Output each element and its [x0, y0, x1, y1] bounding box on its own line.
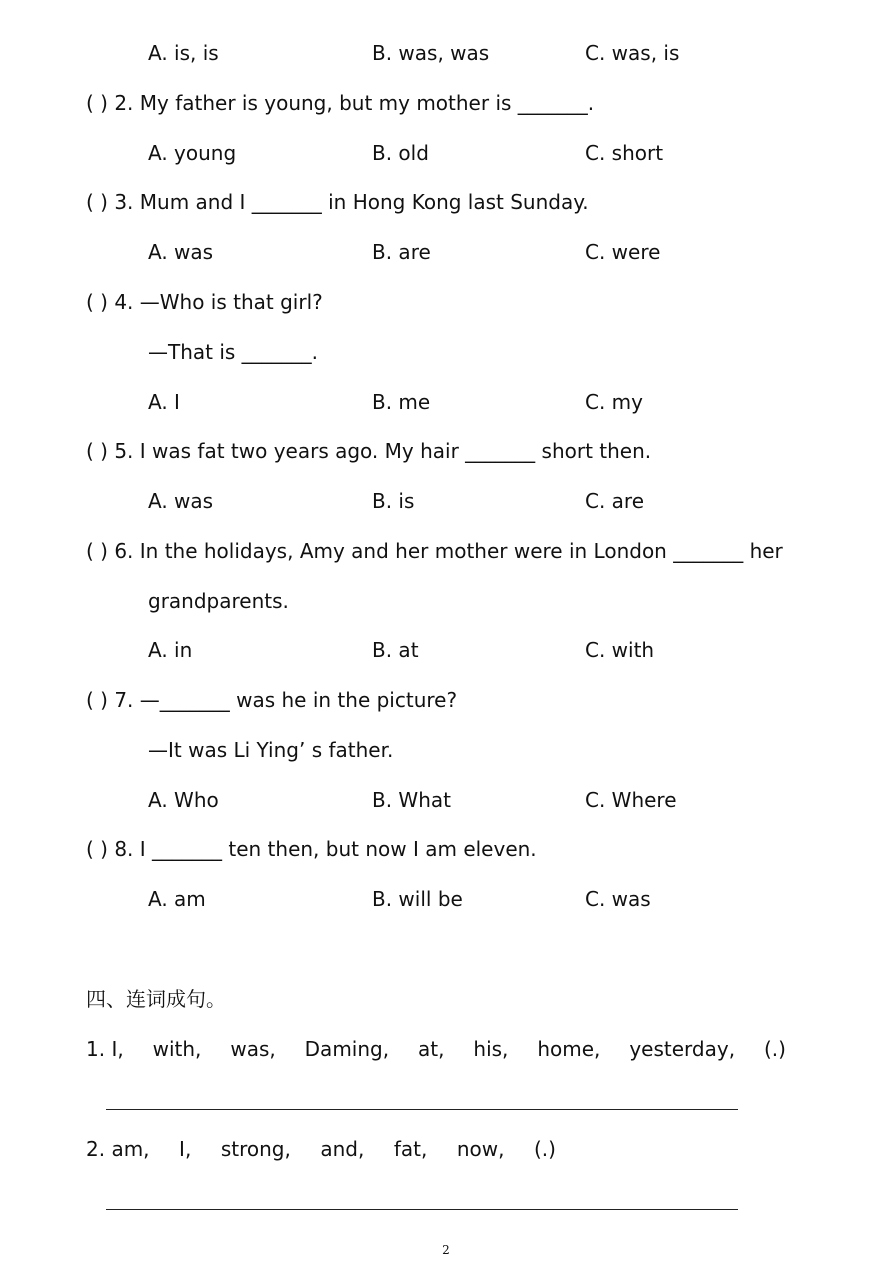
answer-line-1 [106, 1109, 738, 1110]
word: now, [456, 1137, 505, 1161]
scrambled-sentence-1 [86, 1037, 786, 1061]
scrambled-sentence-2 [86, 1137, 556, 1161]
word: Daming, [304, 1037, 390, 1061]
word: I, [179, 1137, 192, 1161]
q8-stem: ( ) 8. I _______ ten then, but now I am eleven. [86, 837, 537, 861]
word: and, [320, 1137, 365, 1161]
q2-option-c: C. short [585, 141, 664, 165]
q3-option-a: A. was [148, 240, 214, 264]
q2-stem: ( ) 2. My father is young, but my mother is _______. [86, 91, 595, 115]
word: (.) [763, 1037, 786, 1061]
word: home, [537, 1037, 601, 1061]
q5-option-c: C. are [585, 489, 645, 513]
q4-option-a: A. I [148, 390, 180, 414]
q7-option-c: C. Where [585, 788, 677, 812]
word: 1. I, [86, 1037, 124, 1061]
word: his, [473, 1037, 509, 1061]
word: at, [418, 1037, 445, 1061]
q3-stem: ( ) 3. Mum and I _______ in Hong Kong last Sunday. [86, 190, 589, 214]
q7-stem: ( ) 7. —_______ was he in the picture? [86, 688, 458, 712]
q2-option-b: B. old [372, 141, 429, 165]
word: 2. am, [86, 1137, 150, 1161]
word: with, [152, 1037, 202, 1061]
q6-option-c: C. with [585, 638, 655, 662]
q1-option-a: A. is, is [148, 41, 219, 65]
q8-option-a: A. am [148, 887, 206, 911]
q5-option-a: A. was [148, 489, 214, 513]
q6-option-b: B. at [372, 638, 419, 662]
q6-stem: ( ) 6. In the holidays, Amy and her mother were in London _______ her [86, 539, 783, 563]
q4-stem-reply: —That is _______. [148, 340, 319, 364]
q7-option-b: B. What [372, 788, 451, 812]
word: (.) [533, 1137, 556, 1161]
word: was, [230, 1037, 276, 1061]
q1-option-b: B. was, was [372, 41, 490, 65]
word: yesterday, [629, 1037, 736, 1061]
q6-option-a: A. in [148, 638, 193, 662]
word: fat, [393, 1137, 428, 1161]
q6-stem-continuation: grandparents. [148, 589, 289, 613]
q5-option-b: B. is [372, 489, 415, 513]
section-4-title: 四、连词成句。 [86, 987, 226, 1011]
q8-option-b: B. will be [372, 887, 463, 911]
q4-option-b: B. me [372, 390, 431, 414]
answer-line-2 [106, 1209, 738, 1210]
q4-option-c: C. my [585, 390, 643, 414]
q7-stem-reply: —It was Li Ying’ s father. [148, 738, 394, 762]
q3-option-c: C. were [585, 240, 661, 264]
q8-option-c: C. was [585, 887, 651, 911]
q2-option-a: A. young [148, 141, 237, 165]
q5-stem: ( ) 5. I was fat two years ago. My hair _______ short then. [86, 439, 652, 463]
q4-stem: ( ) 4. —Who is that girl? [86, 290, 323, 314]
q7-option-a: A. Who [148, 788, 219, 812]
word: strong, [220, 1137, 291, 1161]
page-number: 2 [442, 1243, 450, 1257]
q1-option-c: C. was, is [585, 41, 680, 65]
q3-option-b: B. are [372, 240, 431, 264]
